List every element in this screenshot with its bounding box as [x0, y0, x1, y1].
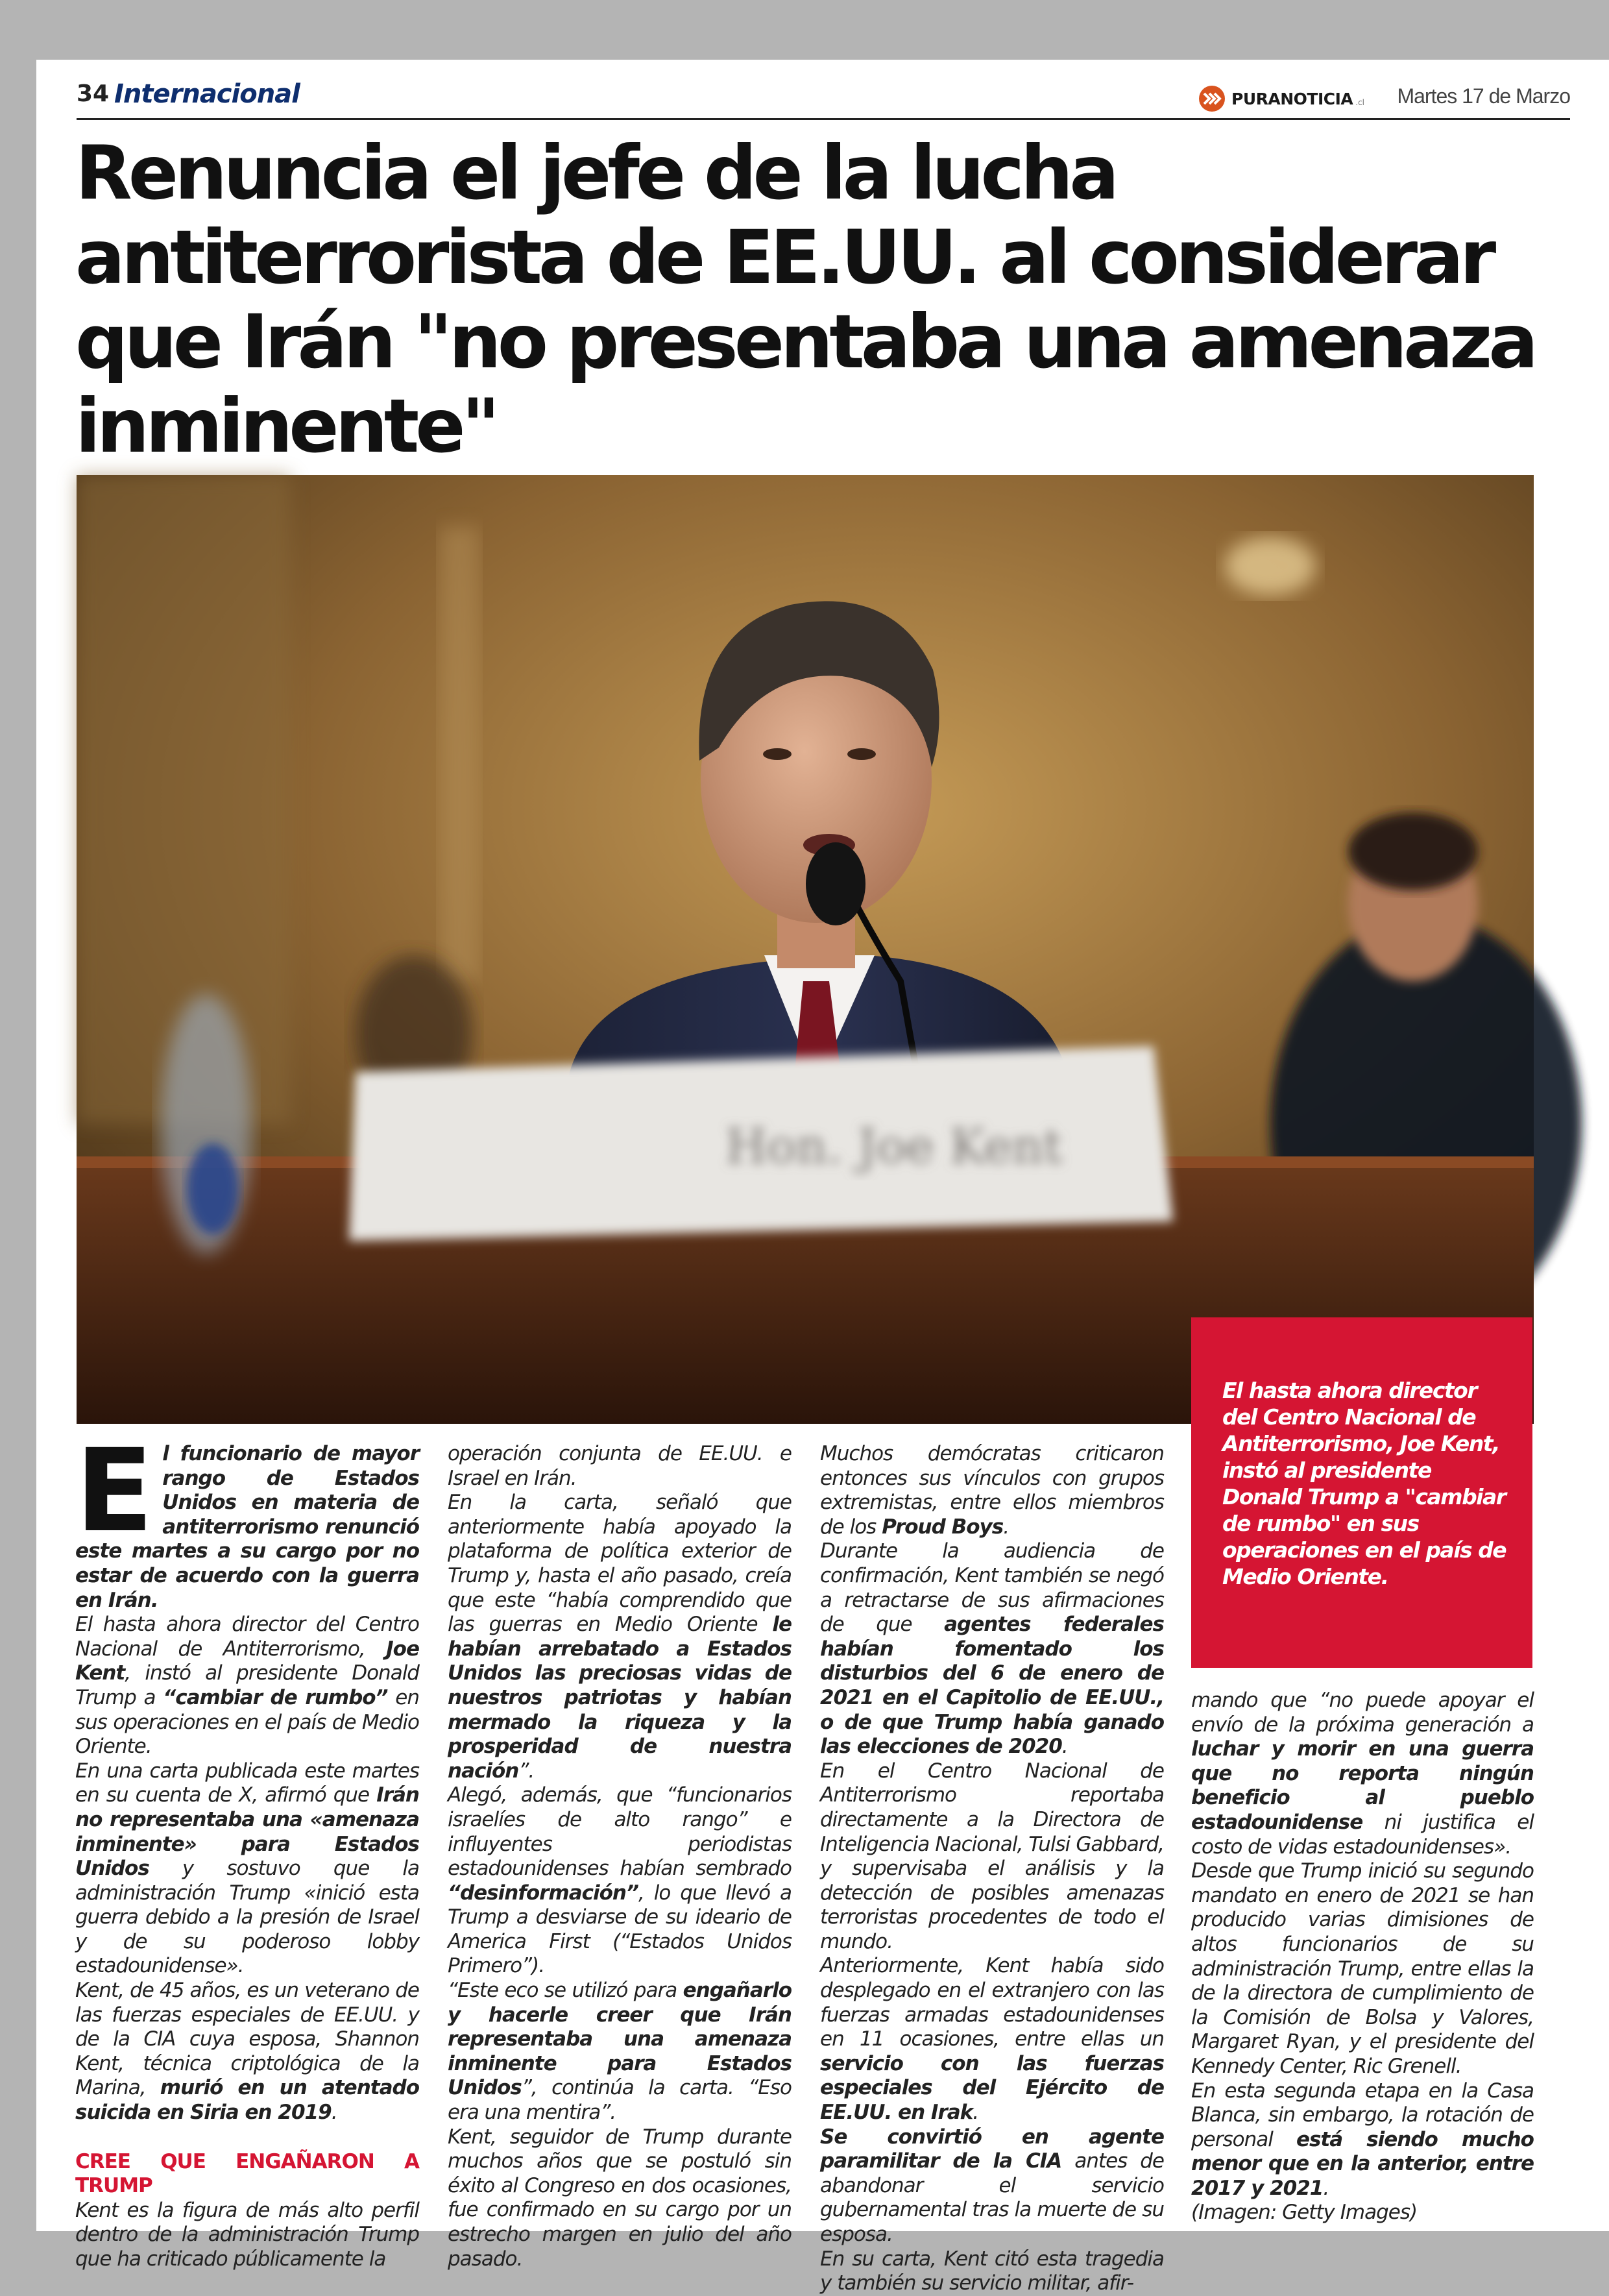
paragraph: Desde que Trump inició su segundo mandato en enero de 2021 se han producido varias dimisiones de altos funcionarios de su administración Trump, entre ellas la de la directora de cumplimiento de la Comisión de Bolsa y Valores, Margaret Ryan, y el presidente del Kennedy Center, Ric Grenell.	[1191, 1859, 1534, 2078]
paragraph: En una carta publicada este martes en su cuenta de X, afirmó que Irán no representaba una «amenaza inminente» para Estados Unidos y sostuvo que la administración Trump «inició esta guerra debido a la presión de Israel y de su poderoso lobby estadounidense».	[75, 1759, 419, 1978]
paragraph: Kent, seguidor de Trump durante muchos años que se postuló sin éxito al Congreso en dos ocasiones, fue confirmado en su cargo por un estrecho margen en julio del año pasado.	[448, 2125, 792, 2271]
article-column-1	[75, 1424, 419, 2272]
paragraph: Kent es la figura de más alto perfil dentro de la administración Trump que ha criticado públicamente la	[75, 2198, 419, 2271]
paragraph: En su carta, Kent citó esta tragedia y también su servicio militar, afir-	[820, 2247, 1164, 2295]
paragraph: “Este eco se utilizó para engañarlo y hacerle creer que Irán representaba una amenaza inminente para Estados Unidos”, continúa la carta. “Eso era una mentira”.	[448, 1979, 792, 2125]
section-name: Internacional	[114, 79, 300, 109]
logo-name: PURANOTICIA	[1231, 89, 1353, 108]
paragraph: Durante la audiencia de confirmación, Kent también se negó a retractarse de sus afirmaciones de que agentes federales habían fomentado los disturbios del 6 de enero de 2021 en el Capitolio de EE.UU., o de que Trump había ganado las elecciones de 2020.	[820, 1539, 1165, 1759]
publication-logo	[1199, 84, 1364, 113]
issue-date: Martes 17 de Marzo	[1397, 84, 1570, 108]
paragraph: El hasta ahora director del Centro Nacional de Antiterrorismo, Joe Kent, instó al presidente Donald Trump a “cambiar de rumbo” en sus operaciones en el país de Medio Oriente.	[75, 1613, 419, 1759]
newspaper-page	[36, 60, 1609, 2295]
page-header	[77, 79, 1570, 120]
drop-cap: E	[75, 1424, 154, 1557]
paragraph: En el Centro Nacional de Antiterrorismo reportaba directamente a la Directora de Inteligencia Nacional, Tulsi Gabbard, y supervisaba el análisis y la detección de posibles amenazas terroristas procedentes de todo el mundo.	[820, 1759, 1164, 1953]
logo-arrows-icon	[1199, 86, 1225, 112]
paragraph: mando que “no puede apoyar el envío de la próxima generación a luchar y morir en una guerra que no reporta ningún beneficio al pueblo estadounidense ni justifica el costo de vidas estadounidenses».	[1191, 1689, 1534, 1859]
paragraph: Se convirtió en agente paramilitar de la CIA antes de abandonar el servicio gubernamental tras la muerte de su esposa.	[820, 2125, 1165, 2246]
article-photo	[77, 475, 1534, 1424]
logo-suffix: .cl	[1355, 98, 1364, 107]
article-column-2	[448, 1442, 792, 2271]
paragraph: Alegó, además, que “funcionarios israelíes de alto rango” e influyentes periodistas estadounidenses habían sembrado “desinformación”, lo que llevó a Trump a desviarse de su ideario de America First (“Estados Unidos Primero”).	[448, 1783, 792, 1978]
page-number: 34	[77, 80, 110, 107]
paragraph: En la carta, señaló que anteriormente había apoyado la plataforma de política exterior de Trump y, hasta el año pasado, creía que este “había comprendido que las guerras en Medio Oriente le habían arrebatado a Estados Unidos las preciosas vidas de nuestros patriotas y habían mermado la riqueza y la prosperidad de nuestra nación”.	[448, 1491, 792, 1783]
image-credit: (Imagen: Getty Images)	[1191, 2201, 1418, 2225]
nameplate-text: Hon. Joe Kent	[725, 1119, 1063, 1175]
photo-caption: El hasta ahora director del Centro Nacional de Antiterrorismo, Joe Kent, instó al presidente Donald Trump a "cambiar de rumbo" en sus operaciones en el país de Medio Oriente.	[1222, 1378, 1506, 1589]
paragraph: Muchos demócratas criticaron entonces sus vínculos con grupos extremistas, entre ellos miembros de los Proud Boys.	[820, 1442, 1164, 1539]
article-subheading: CREE QUE ENGAÑARON A TRUMP	[75, 2149, 419, 2198]
paragraph: En esta segunda etapa en la Casa Blanca, sin embargo, la rotación de personal está siendo mucho menor que en la anterior, entre 2017 y 2021.	[1191, 2079, 1534, 2200]
paragraph: operación conjunta de EE.UU. e Israel en Irán.	[448, 1442, 792, 1490]
article-column-4	[1191, 1689, 1534, 2225]
paragraph: Kent, de 45 años, es un veterano de las fuerzas especiales de EE.UU. y de la CIA cuya esposa, Shannon Kent, técnica criptológica de la Marina, murió en un atentado suicida en Siria en 2019.	[75, 1979, 419, 2125]
photo-illustration	[77, 475, 1534, 1424]
article-headline: Renuncia el jefe de la lucha antiterrorista de EE.UU. al considerar que Irán "no presentaba una amenaza inminente"	[75, 130, 1535, 469]
paragraph: Anteriormente, Kent había sido desplegado en el extranjero con las fuerzas armadas estadounidenses en 11 ocasiones, entre ellas un servicio con las fuerzas especiales del Ejército de EE.UU. en Irak.	[820, 1954, 1164, 2125]
lead-paragraph: l funcionario de mayor rango de Estados Unidos en materia de antiterrorismo renunció este martes a su cargo por no estar de acuerdo con la guerra en Irán.	[75, 1442, 419, 1612]
article-column-3	[820, 1442, 1164, 2296]
photo-caption-box	[1191, 1317, 1532, 1668]
